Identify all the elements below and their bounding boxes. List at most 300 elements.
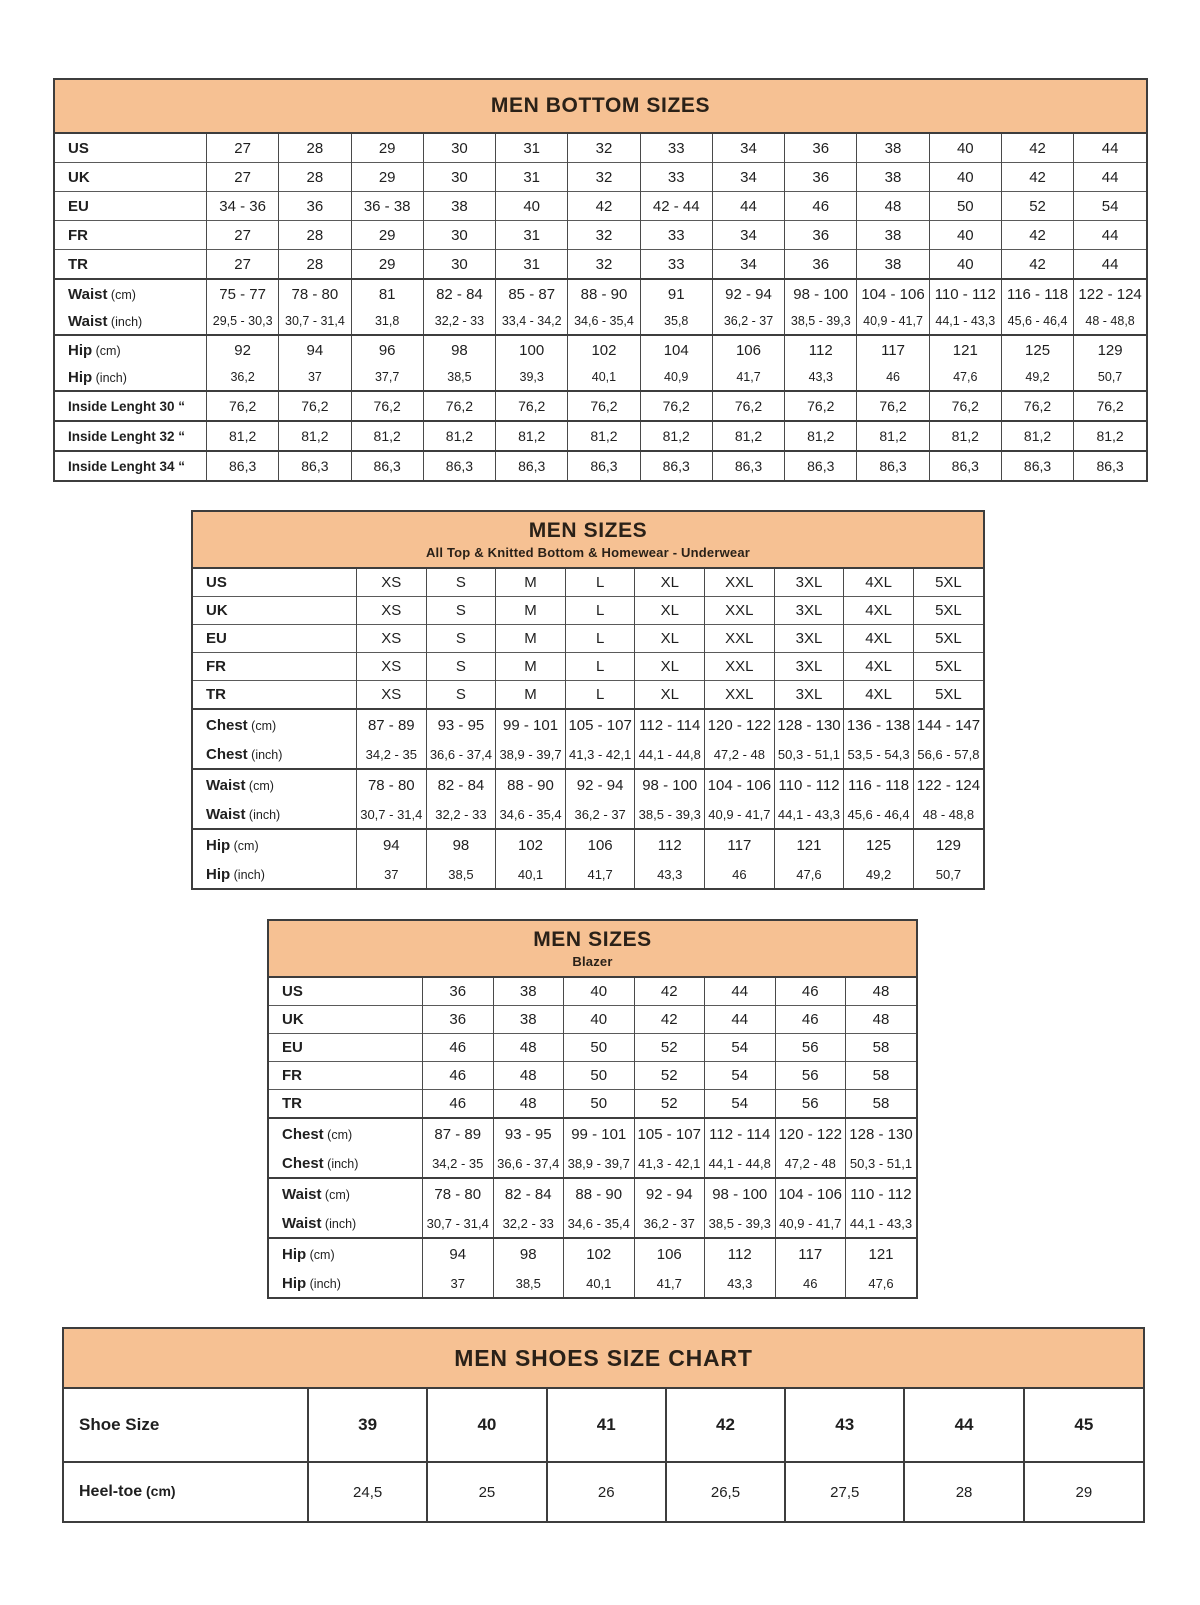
table-title: MEN SIZES — [533, 928, 652, 951]
row-label: Hip (cm) — [193, 829, 357, 860]
size-cell: 40 — [496, 192, 568, 221]
size-cell: 31,8 — [351, 308, 423, 335]
size-cell: 41 — [547, 1389, 666, 1462]
size-cell: XXL — [705, 569, 775, 597]
size-cell: 86,3 — [1074, 451, 1146, 480]
size-cell: 34 — [712, 250, 784, 280]
size-cell: 58 — [846, 1062, 917, 1090]
size-cell: 27,5 — [785, 1462, 904, 1521]
size-cell: 82 - 84 — [426, 769, 496, 800]
size-cell: 56 — [775, 1090, 846, 1119]
size-cell: 36,2 - 37 — [634, 1209, 705, 1238]
size-cell: 41,7 — [565, 860, 635, 888]
size-cell: 47,6 — [929, 364, 1001, 391]
size-cell: 86,3 — [496, 451, 568, 480]
size-cell: 44 — [904, 1389, 1023, 1462]
size-cell: 98 — [493, 1238, 564, 1269]
size-cell: L — [565, 597, 635, 625]
size-cell: 106 — [712, 335, 784, 364]
size-cell: 33 — [640, 134, 712, 163]
size-cell: XS — [357, 625, 427, 653]
size-cell: 48 — [846, 978, 917, 1006]
size-cell: 81,2 — [785, 421, 857, 451]
size-cell: 76,2 — [1001, 391, 1073, 421]
size-cell: 120 - 122 — [775, 1118, 846, 1149]
size-cell: 40 — [929, 163, 1001, 192]
size-cell: 50,3 - 51,1 — [774, 740, 844, 769]
size-cell: 87 - 89 — [357, 709, 427, 740]
size-cell: 54 — [705, 1034, 776, 1062]
size-cell: 81,2 — [496, 421, 568, 451]
size-cell: 45,6 - 46,4 — [1001, 308, 1073, 335]
size-cell: 98 — [423, 335, 495, 364]
size-cell: S — [426, 597, 496, 625]
size-cell: 121 — [774, 829, 844, 860]
size-cell: 50 — [564, 1062, 635, 1090]
size-cell: 44 — [705, 1006, 776, 1034]
size-cell: XXL — [705, 681, 775, 710]
row-label: Inside Lenght 30 “ — [55, 391, 207, 421]
size-cell: XXL — [705, 597, 775, 625]
size-cell: 104 - 106 — [775, 1178, 846, 1209]
size-cell: 40,9 - 41,7 — [705, 800, 775, 829]
size-cell: 78 - 80 — [423, 1178, 494, 1209]
size-cell: 44 — [1074, 134, 1146, 163]
row-label: Hip (inch) — [68, 368, 127, 386]
men-shoes-size-chart-table — [62, 1327, 1145, 1523]
size-cell: 5XL — [913, 653, 983, 681]
men-bottom-sizes-grid — [55, 134, 1146, 480]
size-cell: 129 — [1074, 335, 1146, 364]
size-cell: 31 — [496, 221, 568, 250]
row-label: UK — [193, 597, 357, 625]
size-cell: 46 — [423, 1090, 494, 1119]
size-cell: 50 — [929, 192, 1001, 221]
size-cell: 40,9 - 41,7 — [775, 1209, 846, 1238]
size-cell: 104 - 106 — [705, 769, 775, 800]
size-cell: 32 — [568, 163, 640, 192]
size-cell: 96 — [351, 335, 423, 364]
men-sizes-blazer-table — [267, 919, 918, 1299]
size-cell: 5XL — [913, 625, 983, 653]
size-cell: 121 — [846, 1238, 917, 1269]
size-cell: 30 — [423, 250, 495, 280]
size-cell: 34,2 - 35 — [357, 740, 427, 769]
size-cell: S — [426, 625, 496, 653]
size-cell: 39,3 — [496, 364, 568, 391]
size-cell: 98 - 100 — [705, 1178, 776, 1209]
men-sizes-blazer-header — [269, 921, 916, 978]
men-shoes-size-chart-header — [64, 1329, 1143, 1389]
size-cell: 42 — [634, 1006, 705, 1034]
row-label: Inside Lenght 32 “ — [55, 421, 207, 451]
size-cell: 117 — [857, 335, 929, 364]
size-cell: 5XL — [913, 597, 983, 625]
size-cell: 36,2 — [207, 364, 279, 391]
size-cell: 81,2 — [929, 421, 1001, 451]
size-cell: 43,3 — [635, 860, 705, 888]
size-cell: XL — [635, 625, 705, 653]
size-cell: 86,3 — [712, 451, 784, 480]
size-cell: 36 — [785, 221, 857, 250]
size-cell: 116 - 118 — [844, 769, 914, 800]
size-cell: 42 - 44 — [640, 192, 712, 221]
size-cell: 129 — [913, 829, 983, 860]
size-cell: 33,4 - 34,2 — [496, 308, 568, 335]
size-cell: 34,6 - 35,4 — [496, 800, 566, 829]
size-cell: 38,9 - 39,7 — [564, 1149, 635, 1178]
size-cell: XL — [635, 681, 705, 710]
size-cell: 117 — [705, 829, 775, 860]
size-cell: 4XL — [844, 569, 914, 597]
size-cell: 27 — [207, 221, 279, 250]
size-cell: 44 — [712, 192, 784, 221]
size-cell: S — [426, 653, 496, 681]
size-cell: 92 - 94 — [712, 279, 784, 308]
size-cell: 81,2 — [207, 421, 279, 451]
size-cell: 37 — [423, 1269, 494, 1297]
row-label: Chest (cm) — [193, 709, 357, 740]
size-cell: 88 - 90 — [496, 769, 566, 800]
size-cell: 35,8 — [640, 308, 712, 335]
table-title: MEN BOTTOM SIZES — [490, 94, 711, 117]
size-cell: 40,9 - 41,7 — [857, 308, 929, 335]
size-cell: 53,5 - 54,3 — [844, 740, 914, 769]
size-cell: 48 — [493, 1062, 564, 1090]
size-cell: 76,2 — [785, 391, 857, 421]
size-cell: S — [426, 681, 496, 710]
size-cell: 32 — [568, 221, 640, 250]
size-cell: 99 - 101 — [496, 709, 566, 740]
size-cell: 81,2 — [712, 421, 784, 451]
size-cell: L — [565, 625, 635, 653]
size-cell: 28 — [279, 250, 351, 280]
men-bottom-sizes-table — [53, 78, 1148, 482]
size-cell: 98 - 100 — [635, 769, 705, 800]
size-cell: 76,2 — [640, 391, 712, 421]
size-cell: XL — [635, 597, 705, 625]
size-cell: 28 — [904, 1462, 1023, 1521]
size-cell: 42 — [634, 978, 705, 1006]
row-label: TR — [269, 1090, 423, 1119]
size-cell: 76,2 — [712, 391, 784, 421]
size-cell: 38,5 - 39,3 — [635, 800, 705, 829]
row-label: Inside Lenght 34 “ — [55, 451, 207, 480]
size-cell: 76,2 — [1074, 391, 1146, 421]
row-label: Waist (cm) — [193, 769, 357, 800]
size-cell: 36 — [423, 978, 494, 1006]
size-cell: 3XL — [774, 625, 844, 653]
size-cell: 93 - 95 — [493, 1118, 564, 1149]
row-label: US — [68, 139, 89, 157]
size-cell: 45,6 - 46,4 — [844, 800, 914, 829]
row-label: EU — [193, 625, 357, 653]
size-cell: 28 — [279, 163, 351, 192]
size-cell: 121 — [929, 335, 1001, 364]
size-cell: 76,2 — [423, 391, 495, 421]
size-cell: 38,5 - 39,3 — [785, 308, 857, 335]
row-label: EU — [269, 1034, 423, 1062]
size-cell: 44,1 - 43,3 — [929, 308, 1001, 335]
size-cell: 81 — [351, 279, 423, 308]
size-cell: 50,7 — [1074, 364, 1146, 391]
size-cell: 120 - 122 — [705, 709, 775, 740]
men-sizes-tops-table — [191, 510, 985, 890]
size-cell: 30 — [423, 134, 495, 163]
size-cell: 46 — [785, 192, 857, 221]
size-cell: 34,6 - 35,4 — [568, 308, 640, 335]
size-cell: XS — [357, 681, 427, 710]
size-cell: M — [496, 625, 566, 653]
size-cell: 44,1 - 43,3 — [774, 800, 844, 829]
size-cell: 4XL — [844, 597, 914, 625]
size-cell: 42 — [1001, 221, 1073, 250]
size-cell: 33 — [640, 221, 712, 250]
size-cell: 33 — [640, 250, 712, 280]
size-cell: 86,3 — [568, 451, 640, 480]
size-cell: 112 — [705, 1238, 776, 1269]
size-cell: 88 - 90 — [564, 1178, 635, 1209]
size-cell: 46 — [423, 1062, 494, 1090]
size-cell: 24,5 — [308, 1462, 427, 1521]
size-cell: 75 - 77 — [207, 279, 279, 308]
size-cell: 94 — [357, 829, 427, 860]
size-cell: 38 — [857, 163, 929, 192]
size-cell: L — [565, 653, 635, 681]
table-subtitle: All Top & Knitted Bottom & Homewear - Underwear — [425, 545, 751, 560]
size-cell: 106 — [634, 1238, 705, 1269]
size-cell: 36,6 - 37,4 — [493, 1149, 564, 1178]
size-cell: 32,2 - 33 — [423, 308, 495, 335]
size-cell: 125 — [1001, 335, 1073, 364]
size-cell: 40 — [929, 134, 1001, 163]
size-cell: 87 - 89 — [423, 1118, 494, 1149]
size-cell: 28 — [279, 134, 351, 163]
size-cell: 122 - 124 — [913, 769, 983, 800]
size-cell: 29 — [351, 163, 423, 192]
size-cell: 4XL — [844, 653, 914, 681]
row-label: UK — [269, 1006, 423, 1034]
size-cell: 38,5 — [426, 860, 496, 888]
size-cell: XL — [635, 653, 705, 681]
size-cell: 50 — [564, 1090, 635, 1119]
row-label: Waist (cm) — [269, 1178, 423, 1209]
row-label: Waist (inch) — [282, 1214, 357, 1232]
size-cell: 36 — [785, 134, 857, 163]
size-cell: 40 — [564, 1006, 635, 1034]
row-label: Hip (inch) — [282, 1274, 341, 1292]
row-label: UK — [55, 163, 207, 192]
size-cell: 45 — [1024, 1389, 1143, 1462]
size-cell: 37,7 — [351, 364, 423, 391]
size-cell: 42 — [1001, 250, 1073, 280]
size-cell: 38 — [857, 250, 929, 280]
size-cell: 44,1 - 44,8 — [705, 1149, 776, 1178]
size-cell: 32,2 - 33 — [493, 1209, 564, 1238]
row-label: Chest (cm) — [269, 1118, 423, 1149]
size-cell: 98 - 100 — [785, 279, 857, 308]
row-label: FR — [269, 1062, 423, 1090]
size-cell: 48 — [846, 1006, 917, 1034]
row-label: Hip (inch) — [206, 865, 265, 883]
size-cell: 92 — [207, 335, 279, 364]
size-cell: 76,2 — [207, 391, 279, 421]
size-cell: 52 — [634, 1090, 705, 1119]
size-cell: 112 — [785, 335, 857, 364]
size-cell: 49,2 — [1001, 364, 1073, 391]
size-cell: 85 - 87 — [496, 279, 568, 308]
size-cell: 30,7 - 31,4 — [357, 800, 427, 829]
size-cell: 36 — [785, 250, 857, 280]
size-cell: 54 — [705, 1090, 776, 1119]
row-label: FR — [193, 653, 357, 681]
size-cell: 25 — [427, 1462, 546, 1521]
size-cell: 32,2 - 33 — [426, 800, 496, 829]
size-cell: XS — [357, 597, 427, 625]
size-cell: 56,6 - 57,8 — [913, 740, 983, 769]
size-cell: 102 — [564, 1238, 635, 1269]
size-cell: M — [496, 653, 566, 681]
size-cell: 86,3 — [929, 451, 1001, 480]
size-cell: 81,2 — [423, 421, 495, 451]
size-cell: 29,5 - 30,3 — [207, 308, 279, 335]
size-cell: 136 - 138 — [844, 709, 914, 740]
size-cell: 76,2 — [857, 391, 929, 421]
size-cell: 48 - 48,8 — [1074, 308, 1146, 335]
size-cell: L — [565, 681, 635, 710]
size-cell: 82 - 84 — [493, 1178, 564, 1209]
size-cell: 38,5 — [423, 364, 495, 391]
size-cell: 54 — [705, 1062, 776, 1090]
size-cell: 32 — [568, 250, 640, 280]
size-cell: 43,3 — [705, 1269, 776, 1297]
size-cell: 36 - 38 — [351, 192, 423, 221]
size-cell: 46 — [705, 860, 775, 888]
size-cell: 104 - 106 — [857, 279, 929, 308]
size-cell: 34,6 - 35,4 — [564, 1209, 635, 1238]
size-cell: 39 — [308, 1389, 427, 1462]
size-cell: 76,2 — [351, 391, 423, 421]
size-cell: 48 — [493, 1090, 564, 1119]
size-cell: 94 — [423, 1238, 494, 1269]
size-cell: 105 - 107 — [634, 1118, 705, 1149]
size-cell: 81,2 — [857, 421, 929, 451]
size-cell: 86,3 — [351, 451, 423, 480]
size-cell: XS — [357, 569, 427, 597]
size-cell: 47,6 — [774, 860, 844, 888]
size-cell: 76,2 — [496, 391, 568, 421]
size-cell: 46 — [423, 1034, 494, 1062]
size-cell: 92 - 94 — [634, 1178, 705, 1209]
size-cell: 86,3 — [785, 451, 857, 480]
size-cell: M — [496, 681, 566, 710]
size-cell: 3XL — [774, 653, 844, 681]
size-cell: 34 - 36 — [207, 192, 279, 221]
size-cell: 125 — [844, 829, 914, 860]
size-cell: 29 — [351, 134, 423, 163]
size-cell: 38 — [493, 1006, 564, 1034]
size-cell: 34 — [712, 134, 784, 163]
size-cell: 104 — [640, 335, 712, 364]
size-cell: 116 - 118 — [1001, 279, 1073, 308]
size-cell: L — [565, 569, 635, 597]
size-cell: 110 - 112 — [774, 769, 844, 800]
table-title: MEN SHOES SIZE CHART — [454, 1344, 753, 1371]
size-cell: M — [496, 569, 566, 597]
size-cell: 128 - 130 — [774, 709, 844, 740]
row-label: Hip (cm) — [55, 335, 207, 364]
size-cell: 40,9 — [640, 364, 712, 391]
size-cell: 81,2 — [1001, 421, 1073, 451]
size-cell: 122 - 124 — [1074, 279, 1146, 308]
size-cell: 29 — [351, 250, 423, 280]
men-sizes-blazer-grid — [269, 978, 916, 1297]
size-cell: S — [426, 569, 496, 597]
size-cell: 50,3 - 51,1 — [846, 1149, 917, 1178]
row-label: Chest (inch) — [282, 1154, 359, 1172]
size-cell: XXL — [705, 653, 775, 681]
size-cell: 105 - 107 — [565, 709, 635, 740]
size-cell: 81,2 — [568, 421, 640, 451]
size-cell: 43,3 — [785, 364, 857, 391]
size-cell: 41,3 - 42,1 — [565, 740, 635, 769]
size-cell: 102 — [568, 335, 640, 364]
size-cell: 38,9 - 39,7 — [496, 740, 566, 769]
size-cell: 86,3 — [423, 451, 495, 480]
size-cell: 41,3 - 42,1 — [634, 1149, 705, 1178]
size-cell: M — [496, 597, 566, 625]
size-cell: 50,7 — [913, 860, 983, 888]
size-cell: 37 — [279, 364, 351, 391]
row-label: Heel-toe (cm) — [64, 1462, 308, 1521]
size-cell: 76,2 — [568, 391, 640, 421]
size-cell: XS — [357, 653, 427, 681]
size-cell: 40 — [929, 250, 1001, 280]
size-cell: 3XL — [774, 681, 844, 710]
size-cell: 47,6 — [846, 1269, 917, 1297]
row-label: TR — [55, 250, 207, 280]
size-cell: 36 — [279, 192, 351, 221]
size-cell: 52 — [1001, 192, 1073, 221]
size-cell: 86,3 — [1001, 451, 1073, 480]
size-cell: 41,7 — [634, 1269, 705, 1297]
size-cell: 30,7 - 31,4 — [423, 1209, 494, 1238]
size-cell: 100 — [496, 335, 568, 364]
size-cell: 46 — [775, 1006, 846, 1034]
size-cell: 81,2 — [640, 421, 712, 451]
size-cell: 34 — [712, 163, 784, 192]
size-cell: 44,1 - 43,3 — [846, 1209, 917, 1238]
size-cell: 110 - 112 — [846, 1178, 917, 1209]
size-cell: 78 - 80 — [357, 769, 427, 800]
size-cell: 98 — [426, 829, 496, 860]
size-cell: 38,5 - 39,3 — [705, 1209, 776, 1238]
size-cell: 52 — [634, 1062, 705, 1090]
size-cell: 30 — [423, 221, 495, 250]
size-cell: 44,1 - 44,8 — [635, 740, 705, 769]
size-cell: 36,2 - 37 — [565, 800, 635, 829]
size-cell: 48 — [493, 1034, 564, 1062]
row-label: TR — [193, 681, 357, 710]
row-label: Shoe Size — [79, 1415, 160, 1434]
size-cell: 40 — [929, 221, 1001, 250]
size-cell: 81,2 — [279, 421, 351, 451]
size-cell: 99 - 101 — [564, 1118, 635, 1149]
size-cell: 50 — [564, 1034, 635, 1062]
size-cell: 41,7 — [712, 364, 784, 391]
row-label: EU — [55, 192, 207, 221]
size-cell: 106 — [565, 829, 635, 860]
